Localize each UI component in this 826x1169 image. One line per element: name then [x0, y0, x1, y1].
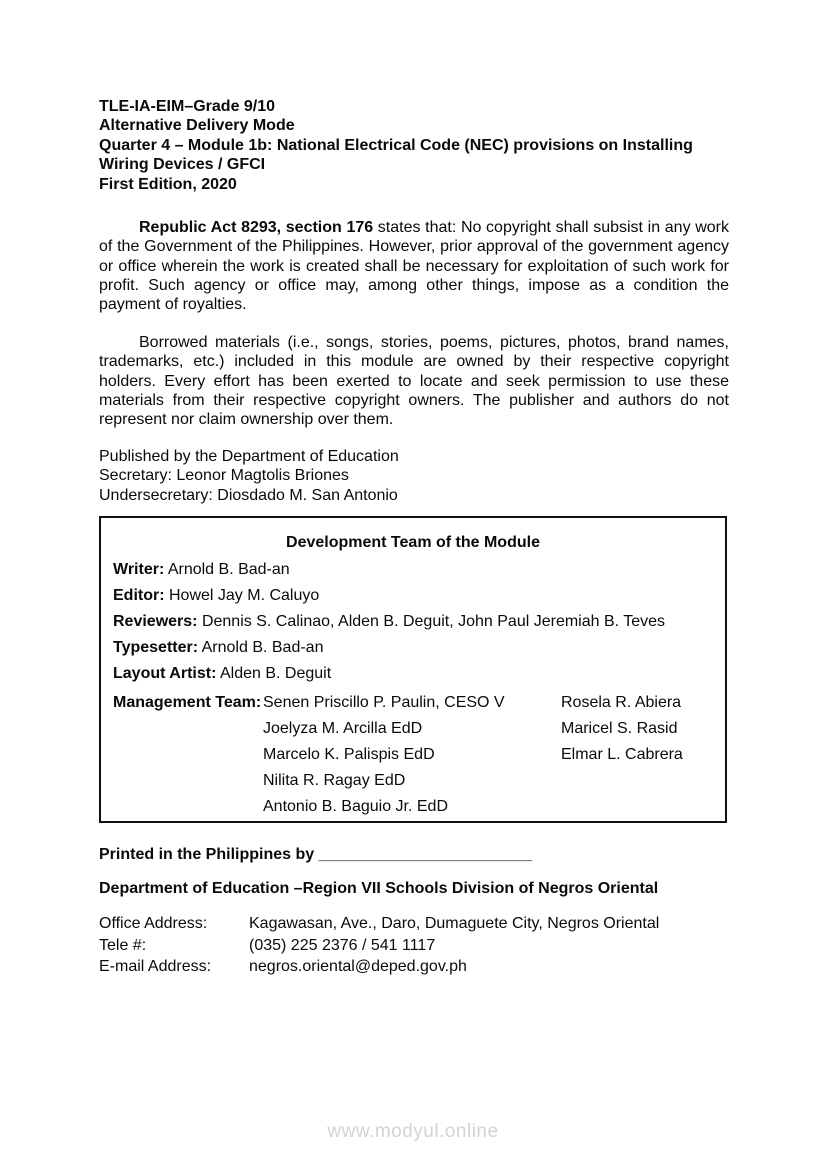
email-label: E-mail Address:: [99, 958, 212, 975]
editor-value: Howel Jay M. Caluyo: [169, 587, 320, 604]
republic-act-citation: Republic Act 8293, section 176: [139, 219, 374, 236]
email-row: [99, 956, 729, 978]
telephone-row: [99, 935, 729, 957]
management-team-column-2: [561, 690, 683, 768]
undersecretary-line: Undersecretary: Diosdado M. San Antonio: [99, 486, 398, 504]
telephone-value: (035) 225 2376 / 541 1117: [249, 936, 436, 954]
secretary-line: Secretary: Leonor Magtolis Briones: [99, 467, 349, 485]
copyright-paragraph-2: Borrowed materials (i.e., songs, stories, poems, pictures, photos, brand names, trademarks, etc.) included in this module are owned by their respective copyright holders. Every effort has been exerted to locate and seek permission to use these materials from their respective copyright owners. The publisher and authors do not represent nor claim ownership over them.: [99, 334, 729, 429]
editor-row: [113, 586, 713, 605]
copyright-paragraph-1-text: states that: No copyright shall subsist in any work of the Government of the Philippines. However, prior approval of the government agency or office wherein the work is created shall be necessary for exploitation of such work for profit. Such agency or office may, among other things, impose as a condition the payment of royalties.: [99, 219, 730, 314]
management-member: Joelyza M. Arcilla EdD: [263, 720, 423, 737]
management-member: Marcelo K. Palispis EdD: [263, 746, 435, 763]
management-member: Elmar L. Cabrera: [561, 746, 683, 763]
module-header: [99, 97, 729, 194]
reviewers-row: [113, 612, 713, 631]
office-address-value: Kagawasan, Ave., Daro, Dumaguete City, Negros Oriental: [249, 915, 660, 932]
copyright-paragraph-1: [99, 218, 729, 314]
published-by-line: Published by the Department of Education: [99, 448, 399, 465]
telephone-label: Tele #:: [99, 936, 147, 954]
layout-artist-row: [113, 664, 713, 683]
management-team-label: Management Team:: [113, 694, 262, 711]
management-member: Nilita R. Ragay EdD: [263, 772, 406, 789]
module-grade-line: TLE-IA-EIM–Grade 9/10: [99, 98, 276, 115]
writer-value: Arnold B. Bad-an: [167, 561, 290, 578]
watermark-text: www.modyul.online: [327, 1121, 499, 1142]
publisher-block: [99, 447, 729, 505]
management-member: Senen Priscillo P. Paulin, CESO V: [263, 694, 505, 711]
management-member: Antonio B. Baguio Jr. EdD: [263, 798, 448, 815]
layout-artist-label: Layout Artist:: [113, 665, 217, 682]
typesetter-label: Typesetter:: [113, 639, 199, 656]
reviewers-label: Reviewers:: [113, 613, 198, 630]
office-address-row: [99, 913, 729, 935]
layout-artist-value: Alden B. Deguit: [219, 665, 332, 682]
contact-block: [99, 913, 729, 978]
email-value: negros.oriental@deped.gov.ph: [249, 958, 467, 975]
management-member: Maricel S. Rasid: [561, 720, 678, 737]
development-team-box: [99, 516, 727, 823]
editor-label: Editor:: [113, 587, 165, 604]
writer-row: [113, 560, 713, 579]
printed-by-label: Printed in the Philippines by: [99, 846, 315, 863]
module-edition-line: First Edition, 2020: [99, 175, 237, 193]
reviewers-value: Dennis S. Calinao, Alden B. Deguit, John Paul Jeremiah B. Teves: [201, 613, 666, 630]
division-line: Department of Education –Region VII Schools Division of Negros Oriental: [99, 880, 659, 897]
management-team-block: [113, 690, 713, 820]
module-title-line: Quarter 4 – Module 1b: National Electrical Code (NEC) provisions on Installing Wiring Devices / GFCI: [99, 136, 693, 174]
office-address-label: Office Address:: [99, 915, 208, 932]
management-member: Rosela R. Abiera: [561, 694, 682, 711]
development-team-title: Development Team of the Module: [286, 534, 540, 551]
writer-label: Writer:: [113, 561, 165, 578]
typesetter-row: [113, 638, 713, 657]
typesetter-value: Arnold B. Bad-an: [201, 639, 324, 656]
module-mode-line: Alternative Delivery Mode: [99, 117, 295, 135]
printed-by-blank-line: ________________________: [318, 846, 533, 863]
printed-by-line: [99, 845, 729, 864]
